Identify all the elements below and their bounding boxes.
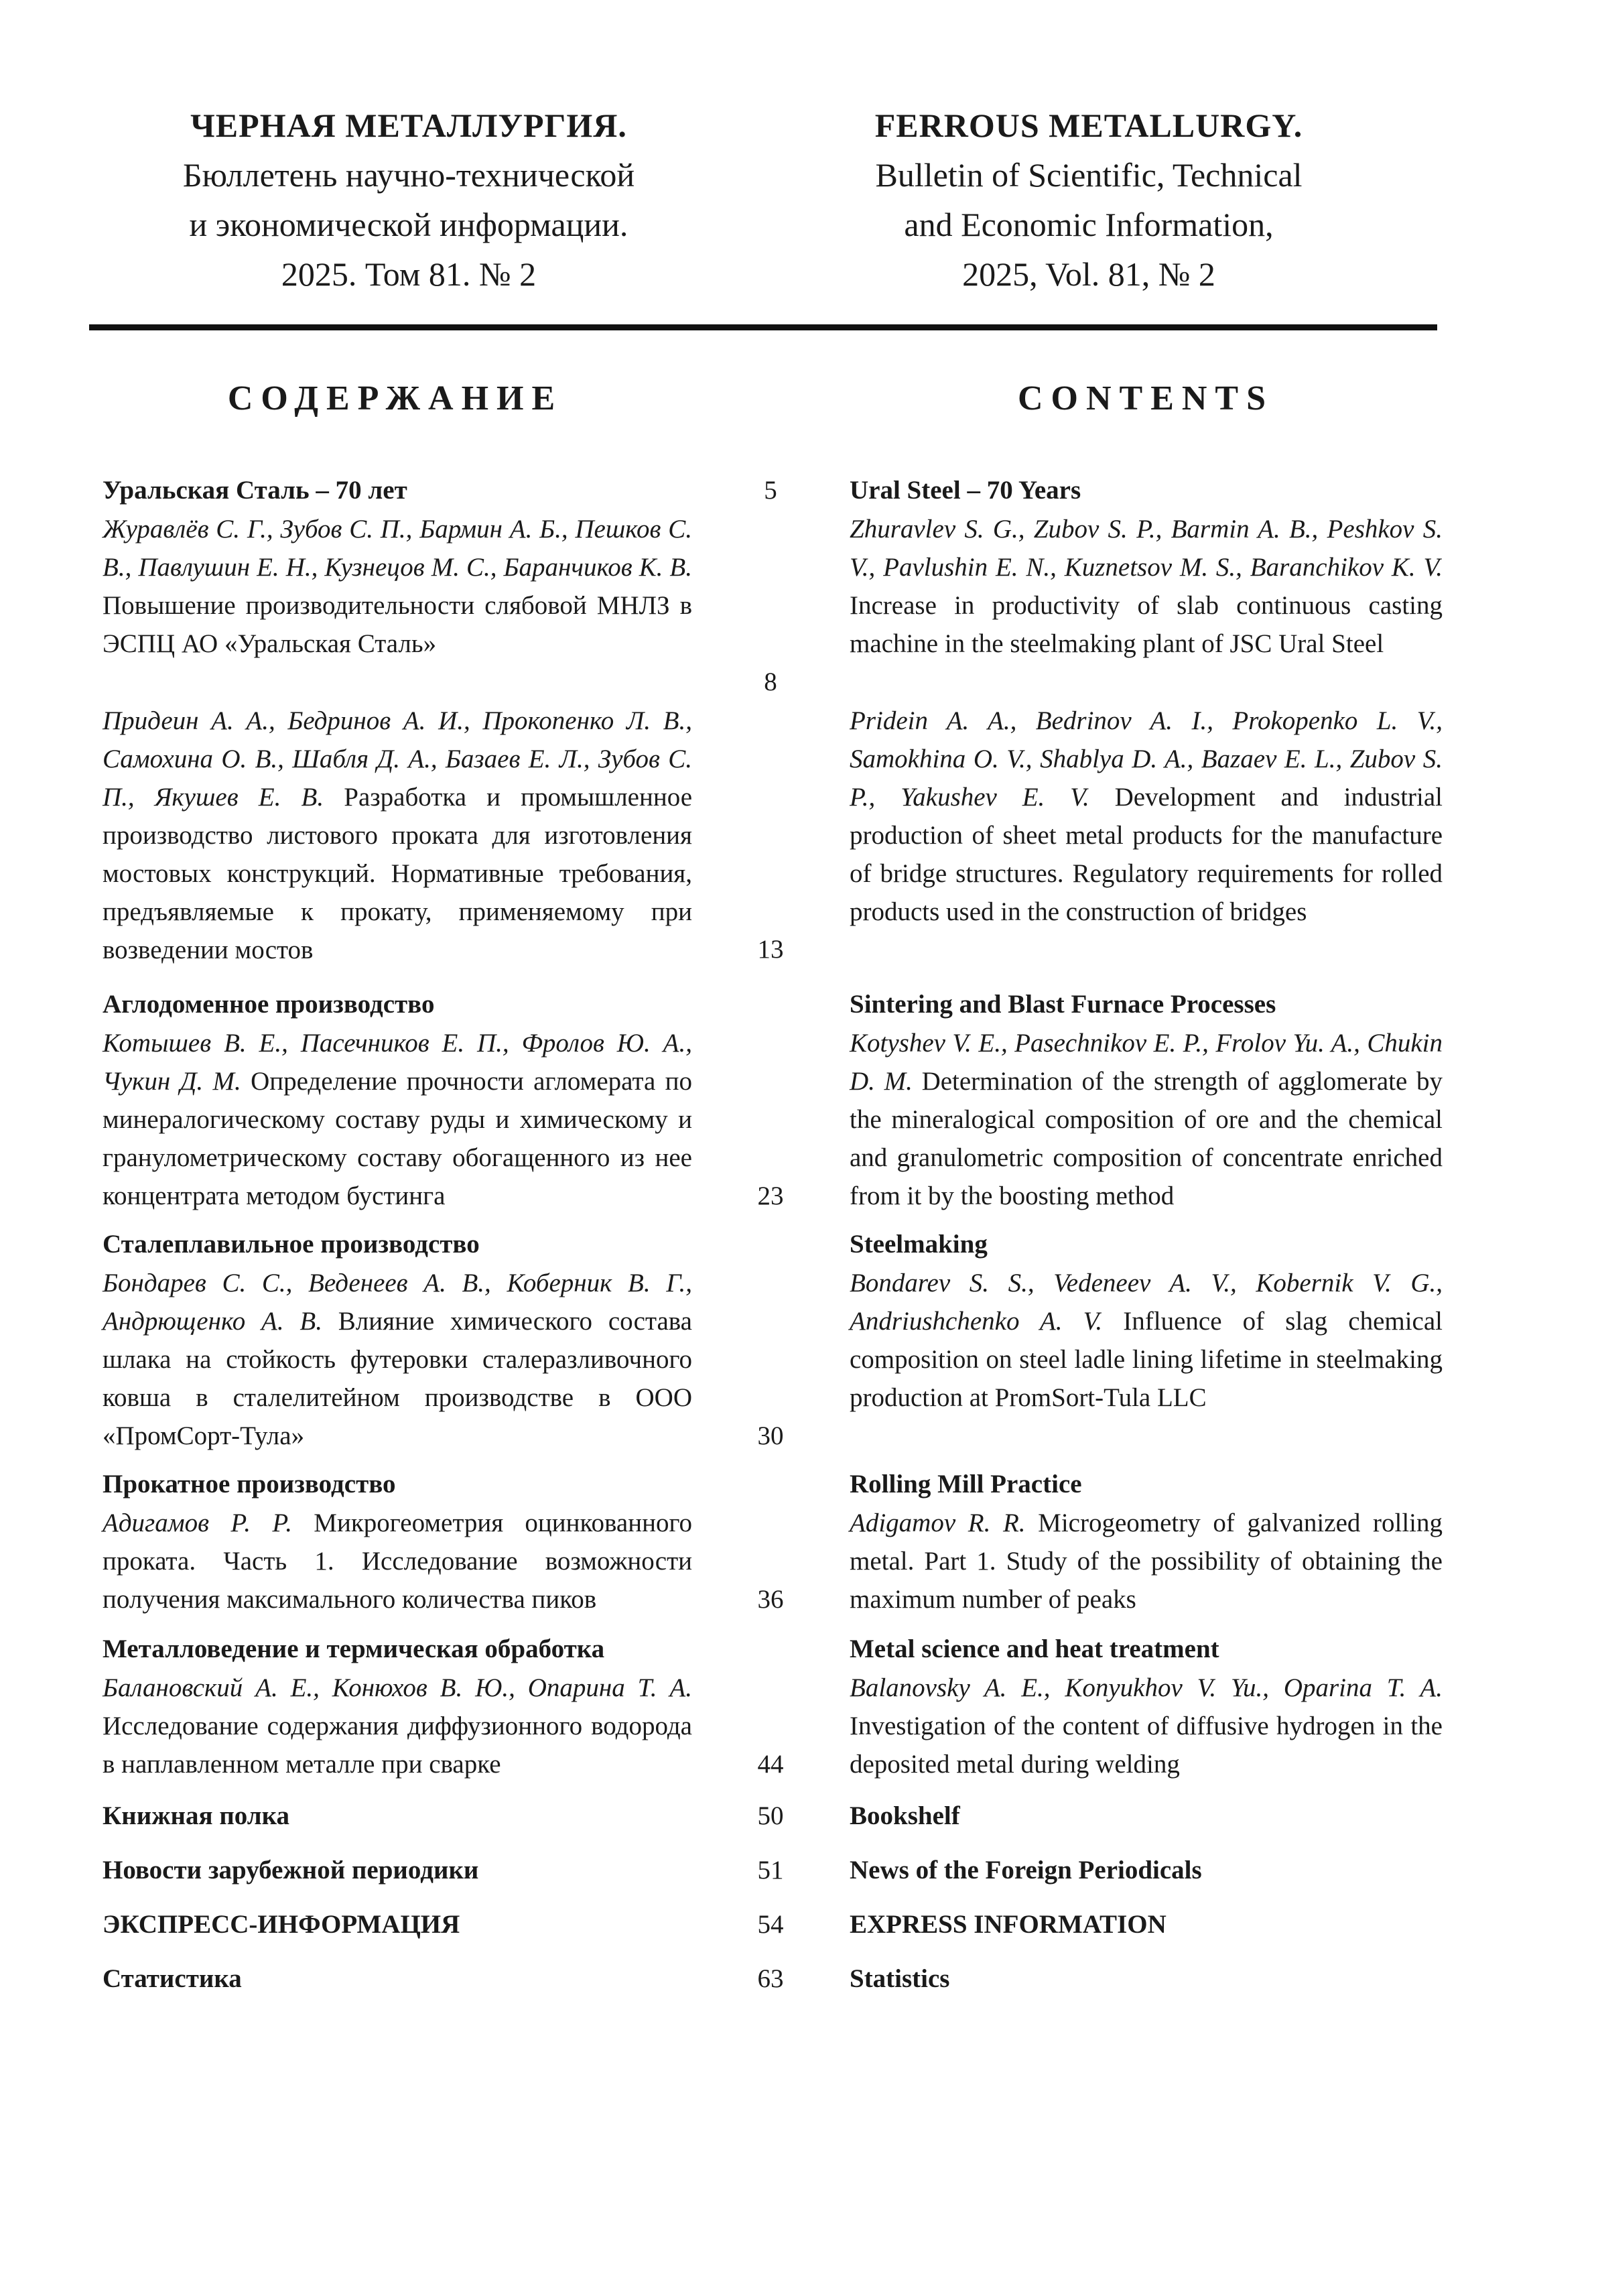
section-express-info-ru: ЭКСПРЕСС-ИНФОРМАЦИЯ xyxy=(103,1910,460,1939)
article-3-authors-ru: Котышев В. Е., Пасечников Е. П., Фролов Ю. А., Чукин Д. М. xyxy=(103,1029,692,1096)
journal-subtitle-en-line1: Bulletin of Scientific, Technical xyxy=(875,156,1303,194)
journal-issue-en: 2025, Vol. 81, № 2 xyxy=(962,255,1215,293)
article-1-title-en: Increase in productivity of slab continuous casting machine in the steelmaking plant of JSC Ural Steel xyxy=(850,591,1443,658)
article-3-title-en: Determination of the strength of agglomerate by the mineralogical composition of ore and the chemical and granulometric composition of concentrate enriched from it by the boosting method xyxy=(850,1067,1443,1210)
article-3-ru xyxy=(103,1024,692,1215)
section-rolling-en: Rolling Mill Practice xyxy=(850,1470,1082,1498)
page-number-article-1: 8 xyxy=(764,667,777,696)
article-4-title-ru: Влияние химического состава шлака на стойкость футеровки сталеразливочного ковша в сталелитейном производстве в ООО «ПромСорт-Тула» xyxy=(103,1307,692,1450)
article-4-authors-ru: Бондарев С. С., Веденеев А. В., Коберник В. Г., Андрющенко А. В. xyxy=(103,1269,692,1336)
article-5-title-ru: Микрогеометрия оцинкованного проката. Часть 1. Исследование возможности получения максимального количества пиков xyxy=(103,1509,692,1614)
page-number-foreign-news: 51 xyxy=(757,1856,784,1885)
section-metal-science-en: Metal science and heat treatment xyxy=(850,1635,1219,1663)
section-foreign-news-ru: Новости зарубежной периодики xyxy=(103,1856,479,1885)
article-3-authors-en: Kotyshev V. E., Pasechnikov E. P., Frolov Yu. A., Chukin D. M. xyxy=(850,1029,1443,1096)
article-2-authors-en: Pridein A. A., Bedrinov A. I., Prokopenko L. V., Samokhina O. V., Shablya D. A., Bazaev E. L., Zubov S. P., Yakushev E. V. xyxy=(850,706,1443,812)
article-1-title-ru: Повышение производительности слябовой МНЛЗ в ЭСПЦ АО «Уральская Сталь» xyxy=(103,591,692,658)
article-3-en xyxy=(850,1024,1443,1215)
article-2-en xyxy=(850,702,1443,931)
article-2-title-en: Development and industrial production of sheet metal products for the manufacture of bridge structures. Regulatory requirements for rolled products used in the construction of bridges xyxy=(850,783,1443,926)
article-5-ru xyxy=(103,1504,692,1618)
article-5-title-en: Microgeometry of galvanized rolling metal. Part 1. Study of the possibility of obtaining the maximum number of peaks xyxy=(850,1509,1443,1614)
article-2-authors-ru: Придеин А. А., Бедринов А. И., Прокопенко Л. В., Самохина О. В., Шабля Д. А., Базаев Е. Л., Зубов С. П., Якушев Е. В. xyxy=(103,706,692,812)
section-sintering-en: Sintering and Blast Furnace Processes xyxy=(850,990,1276,1019)
article-6-title-ru: Исследование содержания диффузионного водорода в наплавленном металле при сварке xyxy=(103,1712,692,1779)
article-2-ru xyxy=(103,702,692,969)
article-6-authors-en: Balanovsky A. E., Konyukhov V. Yu., Oparina T. A. xyxy=(850,1673,1443,1702)
journal-subtitle-ru-line1: Бюллетень научно-технической xyxy=(182,156,635,194)
article-6-en xyxy=(850,1669,1443,1783)
article-2-title-ru: Разработка и промышленное производство листового проката для изготовления мостовых конструкций. Нормативные требования, предъявляемые к прокату, применяемому при возведении мостов xyxy=(103,783,692,964)
section-ural-steel-ru: Уральская Сталь – 70 лет xyxy=(103,476,407,505)
article-5-en xyxy=(850,1504,1443,1618)
article-4-title-en: Influence of slag chemical composition on steel ladle lining lifetime in steelmaking production at PromSort-Tula LLC xyxy=(850,1307,1443,1412)
masthead-ru xyxy=(101,101,717,299)
masthead-en xyxy=(771,101,1407,299)
journal-subtitle-en-line2: and Economic Information, xyxy=(904,206,1274,243)
section-foreign-news-en: News of the Foreign Periodicals xyxy=(850,1856,1202,1885)
header-divider xyxy=(89,324,1437,330)
article-1-authors-en: Zhuravlev S. G., Zubov S. P., Barmin A. B., Peshkov S. V., Pavlushin E. N., Kuznetsov M. S., Baranchikov K. V. xyxy=(850,515,1443,582)
section-bookshelf-ru: Книжная полка xyxy=(103,1801,290,1830)
page-number-article-4: 30 xyxy=(757,1421,784,1450)
journal-issue-ru: 2025. Том 81. № 2 xyxy=(281,255,537,293)
section-statistics-ru: Статистика xyxy=(103,1964,242,1993)
article-4-ru xyxy=(103,1264,692,1455)
page-number-bookshelf: 50 xyxy=(757,1801,784,1830)
page-number-article-6: 44 xyxy=(757,1750,784,1779)
section-rolling-ru: Прокатное производство xyxy=(103,1470,396,1498)
section-express-info-en: EXPRESS INFORMATION xyxy=(850,1910,1167,1939)
section-metal-science-ru: Металловедение и термическая обработка xyxy=(103,1635,605,1663)
contents-heading-en: CONTENTS xyxy=(1017,379,1274,418)
page-number-article-2: 13 xyxy=(757,935,784,964)
page-number-express-info: 54 xyxy=(757,1910,784,1939)
journal-title-en: FERROUS METALLURGY. xyxy=(874,107,1303,144)
page-number-statistics: 63 xyxy=(757,1964,784,1993)
article-1-en xyxy=(850,510,1443,663)
article-1-authors-ru: Журавлёв С. Г., Зубов С. П., Бармин А. Б., Пешков С. В., Павлушин Е. Н., Кузнецов М. С., Баранчиков К. В. xyxy=(103,515,692,582)
section-steelmaking-ru: Сталеплавильное производство xyxy=(103,1230,480,1259)
contents-heading-ru: СОДЕРЖАНИЕ xyxy=(227,379,563,418)
article-6-authors-ru: Балановский А. Е., Конюхов В. Ю., Опарина Т. А. xyxy=(103,1673,692,1702)
page-number-article-5: 36 xyxy=(757,1585,784,1614)
article-5-authors-ru: Адигамов Р. Р. xyxy=(103,1509,292,1537)
section-steelmaking-en: Steelmaking xyxy=(850,1230,988,1259)
journal-subtitle-ru-line2: и экономической информации. xyxy=(189,206,628,243)
article-5-authors-en: Adigamov R. R. xyxy=(850,1509,1026,1537)
page-number-article-3: 23 xyxy=(757,1182,784,1210)
article-4-authors-en: Bondarev S. S., Vedeneev A. V., Kobernik V. G., Andriushchenko A. V. xyxy=(850,1269,1443,1336)
article-3-title-ru: Определение прочности агломерата по минералогическому составу руды и химическому и гранулометрическому составу обогащенного из нее концентрата методом бустинга xyxy=(103,1067,692,1210)
article-6-title-en: Investigation of the content of diffusive hydrogen in the deposited metal during welding xyxy=(850,1712,1443,1779)
section-sintering-ru: Аглодоменное производство xyxy=(103,990,435,1019)
page-number-section-ural-steel: 5 xyxy=(764,476,777,505)
section-statistics-en: Statistics xyxy=(850,1964,950,1993)
article-6-ru xyxy=(103,1669,692,1783)
article-4-en xyxy=(850,1264,1443,1417)
section-bookshelf-en: Bookshelf xyxy=(850,1801,960,1830)
section-ural-steel-en: Ural Steel – 70 Years xyxy=(850,476,1081,505)
journal-title-ru: ЧЕРНАЯ МЕТАЛЛУРГИЯ. xyxy=(190,107,627,144)
article-1-ru xyxy=(103,510,692,663)
